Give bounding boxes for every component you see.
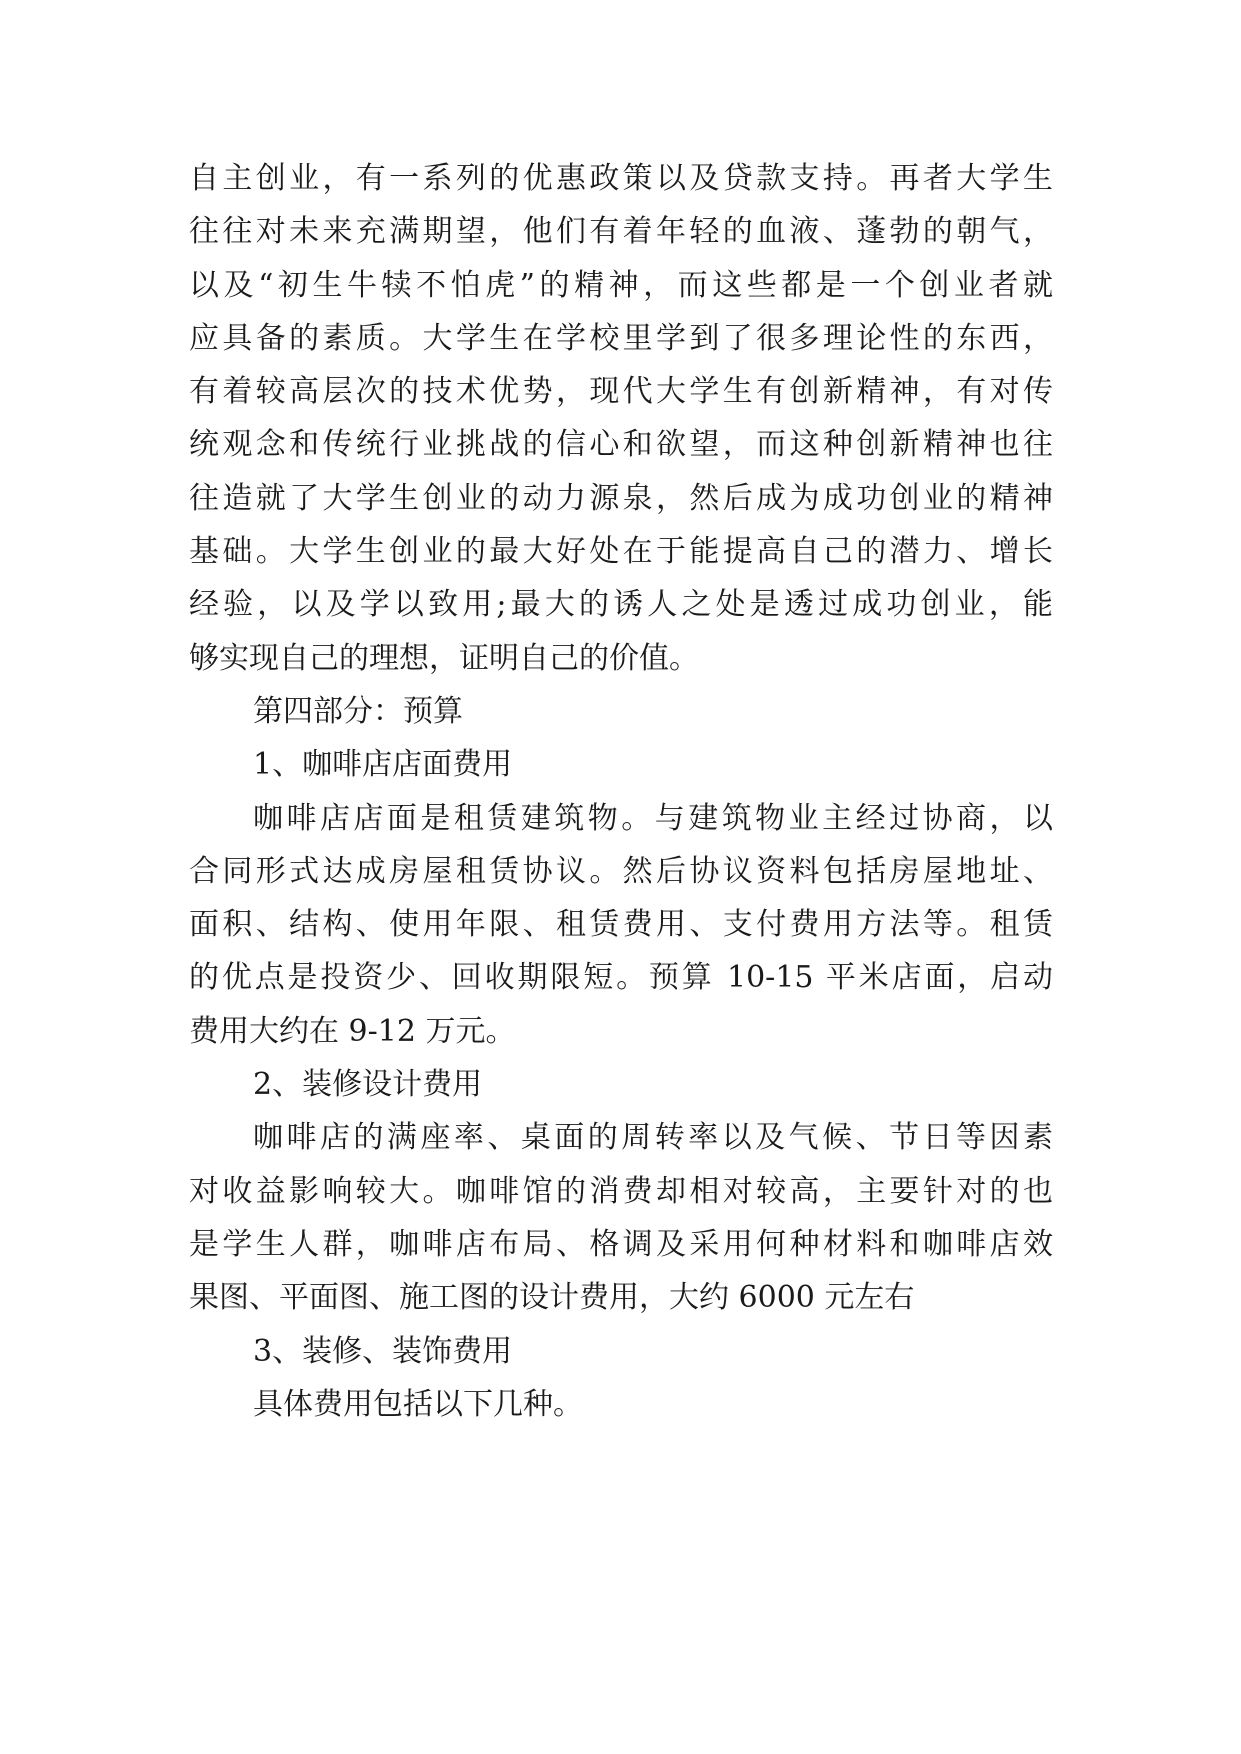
paragraph-line: 的优点是投资少、回收期限短。预算 10-15 平米店面，启动 bbox=[189, 960, 1053, 996]
paragraph-line: 咖啡店店面是租赁建筑物。与建筑物业主经过协商，以 bbox=[253, 800, 1053, 836]
paragraph-line: 基础。大学生创业的最大好处在于能提高自己的潜力、增长 bbox=[189, 534, 1053, 570]
paragraph-line: 是学生人群，咖啡店布局、格调及采用何种材料和咖啡店效 bbox=[189, 1226, 1053, 1262]
paragraph-line: 果图、平面图、施工图的设计费用，大约 6000 元左右 bbox=[189, 1280, 915, 1316]
section-heading: 2、装修设计费用 bbox=[253, 1067, 483, 1103]
section-heading: 1、咖啡店店面费用 bbox=[253, 747, 513, 783]
paragraph-line: 费用大约在 9-12 万元。 bbox=[189, 1013, 516, 1049]
paragraph-line: 对收益影响较大。咖啡馆的消费却相对较高，主要针对的也 bbox=[189, 1173, 1053, 1209]
paragraph-line: 经验，以及学以致用;最大的诱人之处是透过成功创业，能 bbox=[189, 587, 1053, 623]
paragraph-line: 往往对未来充满期望，他们有着年轻的血液、蓬勃的朝气， bbox=[189, 214, 1053, 250]
paragraph-line: 合同形式达成房屋租赁协议。然后协议资料包括房屋地址、 bbox=[189, 853, 1053, 889]
paragraph-line: 应具备的素质。大学生在学校里学到了很多理论性的东西， bbox=[189, 320, 1053, 356]
paragraph-line: 自主创业，有一系列的优惠政策以及贷款支持。再者大学生 bbox=[189, 161, 1053, 196]
paragraph-line: 有着较高层次的技术优势，现代大学生有创新精神，有对传 bbox=[189, 374, 1053, 410]
paragraph-line: 够实现自己的理想，证明自己的价值。 bbox=[189, 640, 699, 676]
section-heading: 3、装修、装饰费用 bbox=[253, 1333, 513, 1369]
paragraph-line: 统观念和传统行业挑战的信心和欲望，而这种创新精神也往 bbox=[189, 427, 1053, 463]
part-heading: 第四部分：预算 bbox=[253, 693, 463, 729]
paragraph-line: 以及“初生牛犊不怕虎”的精神，而这些都是一个创业者就 bbox=[189, 267, 1053, 303]
paragraph-line: 具体费用包括以下几种。 bbox=[253, 1386, 583, 1422]
paragraph-line: 咖啡店的满座率、桌面的周转率以及气候、节日等因素 bbox=[253, 1120, 1053, 1156]
document-page bbox=[189, 152, 1053, 1431]
paragraph-line: 往造就了大学生创业的动力源泉，然后成为成功创业的精神 bbox=[189, 480, 1053, 516]
paragraph-line: 面积、结构、使用年限、租赁费用、支付费用方法等。租赁 bbox=[189, 907, 1053, 943]
